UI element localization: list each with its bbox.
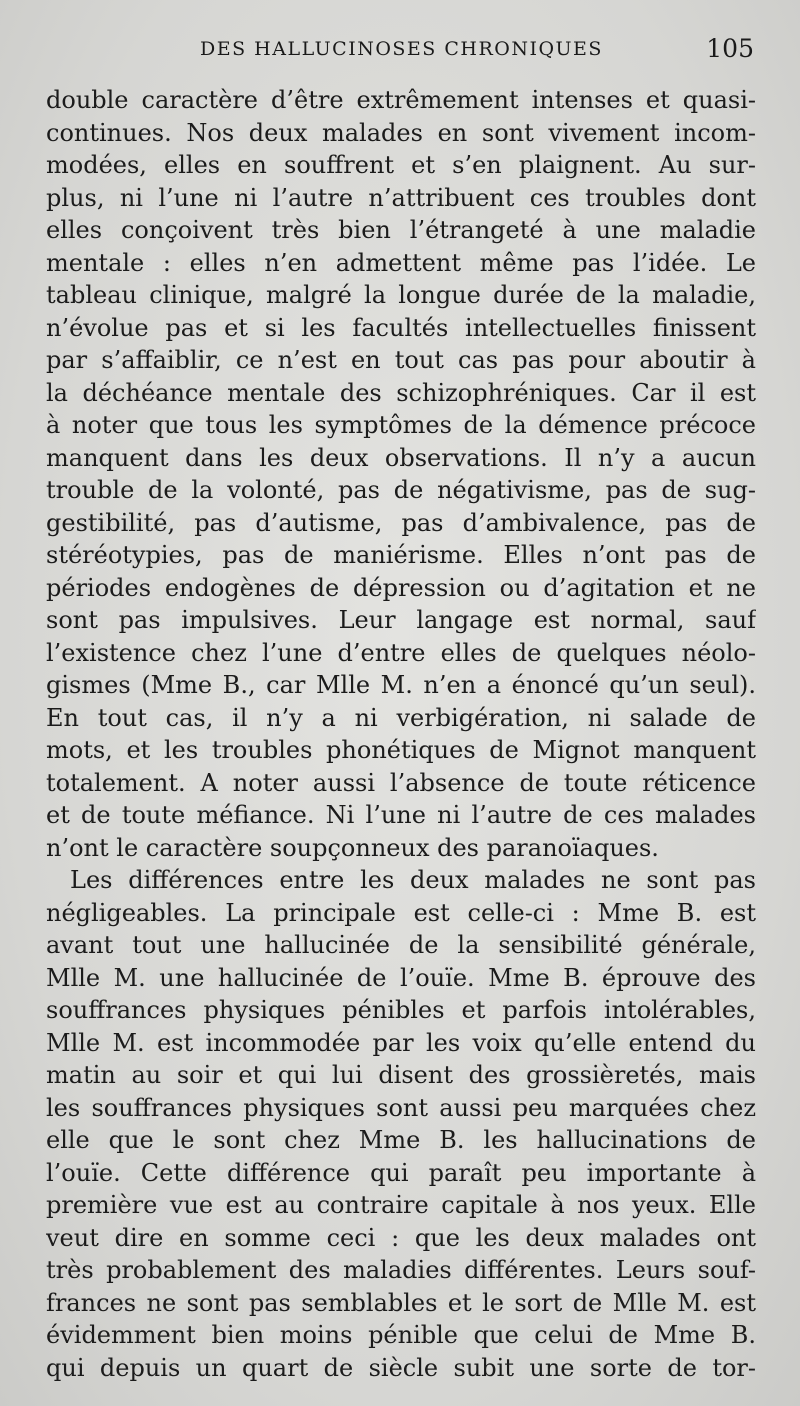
text-line: très probablement des maladies différentes. Leurs souf- [46, 1256, 756, 1284]
running-title: DES HALLUCINOSES CHRONIQUES [200, 38, 603, 60]
text-line: négligeables. La principale est celle-ci : Mme B. est [46, 898, 756, 927]
text-line: elle que le sont chez Mme B. les hallucinations de [46, 1126, 756, 1154]
text-line: mots, et les troubles phonétiques de Mignot manquent [46, 736, 756, 764]
text-line: tableau clinique, malgré la longue durée de la maladie, [46, 281, 756, 309]
body-text [46, 84, 756, 1384]
text-line: modées, elles en souffrent et s’en plaignent. Au sur- [46, 151, 756, 179]
text-line: périodes endogènes de dépression ou d’agitation et ne [46, 573, 756, 602]
text-line: n’évolue pas et si les facultés intellectuelles finissent [46, 313, 756, 342]
text-line: qui depuis un quart de siècle subit une sorte de tor- [46, 1353, 756, 1382]
text-line: la déchéance mentale des schizophréniques. Car il est [46, 378, 756, 407]
text-line: première vue est au contraire capitale à nos yeux. Elle [46, 1191, 756, 1219]
text-line: Mlle M. une hallucinée de l’ouïe. Mme B. éprouve des [46, 963, 756, 992]
text-line: souffrances physiques pénibles et parfois intolérables, [46, 996, 756, 1024]
page-header [0, 34, 800, 68]
text-line: avant tout une hallucinée de la sensibilité générale, [46, 931, 756, 959]
text-line: n’ont le caractère soupçonneux des paranoïaques. [46, 833, 659, 862]
text-line: évidemment bien moins pénible que celui de Mme B. [46, 1321, 756, 1349]
text-line: les souffrances physiques sont aussi peu marquées chez [46, 1093, 756, 1122]
text-line: continues. Nos deux malades en sont vivement incom- [46, 118, 756, 147]
text-line: mentale : elles n’en admettent même pas l’idée. Le [46, 248, 756, 277]
text-line: par s’affaiblir, ce n’est en tout cas pas pour aboutir à [46, 346, 756, 374]
text-line: matin au soir et qui lui disent des grossièretés, mais [46, 1061, 756, 1089]
paragraph-start-line: Les différences entre les deux malades ne sont pas [70, 866, 756, 894]
text-line: Mlle M. est incommodée par les voix qu’elle entend du [46, 1028, 756, 1057]
text-line: En tout cas, il n’y a ni verbigération, ni salade de [46, 703, 756, 732]
text-line: sont pas impulsives. Leur langage est normal, sauf [46, 606, 756, 634]
text-line: stéréotypies, pas de maniérisme. Elles n’ont pas de [46, 541, 756, 569]
text-line: elles conçoivent très bien l’étrangeté à une maladie [46, 216, 756, 244]
text-line: gismes (Mme B., car Mlle M. n’en a énoncé qu’un seul). [46, 671, 756, 699]
text-line: l’existence chez l’une d’entre elles de quelques néolo- [46, 638, 756, 667]
text-line: plus, ni l’une ni l’autre n’attribuent ces troubles dont [46, 183, 756, 212]
text-line: trouble de la volonté, pas de négativisme, pas de sug- [46, 476, 756, 504]
text-line: veut dire en somme ceci : que les deux malades ont [46, 1223, 756, 1252]
text-line: à noter que tous les symptômes de la démence précoce [46, 411, 756, 439]
text-line: totalement. A noter aussi l’absence de toute réticence [46, 768, 756, 797]
text-line: double caractère d’être extrêmement intenses et quasi- [46, 86, 756, 114]
text-line: frances ne sont pas semblables et le sort de Mlle M. est [46, 1288, 756, 1317]
page-number: 105 [706, 34, 754, 63]
text-line: gestibilité, pas d’autisme, pas d’ambivalence, pas de [46, 508, 756, 537]
text-line: l’ouïe. Cette différence qui paraît peu importante à [46, 1158, 756, 1187]
text-line: et de toute méfiance. Ni l’une ni l’autre de ces malades [46, 801, 756, 829]
text-line: manquent dans les deux observations. Il n’y a aucun [46, 443, 756, 472]
